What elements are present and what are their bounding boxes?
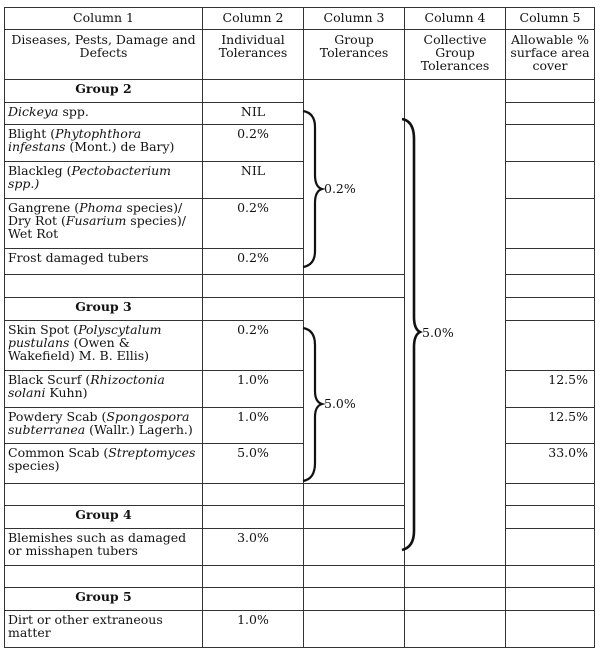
- empty-cell: [405, 162, 506, 199]
- disease-name: Frost damaged tubers: [5, 249, 203, 275]
- individual-tolerance: NIL: [203, 103, 304, 125]
- empty-cell: [405, 249, 506, 275]
- table-row: [5, 199, 595, 249]
- group-3-heading: Group 3: [5, 298, 203, 321]
- empty-cell: [304, 529, 405, 566]
- empty-cell: [506, 529, 595, 566]
- empty-cell: [304, 408, 405, 444]
- column-5-title: Column 5: [506, 8, 595, 30]
- empty-cell: [405, 371, 506, 408]
- empty-cell: [405, 125, 506, 162]
- individual-tolerance: 1.0%: [203, 371, 304, 408]
- empty-cell: [203, 506, 304, 529]
- empty-cell: [203, 566, 304, 588]
- disease-name: Dirt or other extraneous matter: [5, 611, 203, 648]
- empty-cell: [506, 611, 595, 648]
- individual-tolerance: 0.2%: [203, 199, 304, 249]
- empty-cell: [304, 484, 405, 506]
- empty-cell: [405, 275, 506, 298]
- column-number-row: [5, 8, 595, 30]
- empty-cell: [5, 484, 203, 506]
- empty-cell: [506, 588, 595, 611]
- table-row: [5, 103, 595, 125]
- disease-name: Common Scab (Streptomyces species): [5, 444, 203, 484]
- individual-tolerance: 1.0%: [203, 611, 304, 648]
- disease-name: Blemishes such as damaged or misshapen tubers: [5, 529, 203, 566]
- column-1-label: Diseases, Pests, Damage and Defects: [5, 30, 203, 80]
- empty-cell: [506, 162, 595, 199]
- empty-cell: [304, 275, 405, 298]
- empty-cell: [203, 275, 304, 298]
- empty-cell: [506, 249, 595, 275]
- table-row: [5, 408, 595, 444]
- table-row: [5, 249, 595, 275]
- empty-cell: [506, 484, 595, 506]
- empty-cell: [304, 506, 405, 529]
- empty-cell: [203, 484, 304, 506]
- tolerance-table: [4, 7, 595, 648]
- empty-cell: [405, 298, 506, 321]
- column-2-title: Column 2: [203, 8, 304, 30]
- empty-cell: [304, 371, 405, 408]
- column-1-title: Column 1: [5, 8, 203, 30]
- empty-cell: [405, 506, 506, 529]
- group-5-heading: Group 5: [5, 588, 203, 611]
- column-5-label: Allowable % surface area cover: [506, 30, 595, 80]
- empty-cell: [304, 588, 405, 611]
- table-row: [5, 444, 595, 484]
- empty-cell: [506, 80, 595, 103]
- empty-cell: [405, 444, 506, 484]
- table-row: [5, 321, 595, 371]
- individual-tolerance: 0.2%: [203, 321, 304, 371]
- tolerance-table-wrapper: [4, 7, 594, 648]
- empty-cell: [506, 103, 595, 125]
- empty-cell: [5, 275, 203, 298]
- surface-area-cover: 12.5%: [506, 408, 595, 444]
- surface-area-cover: 33.0%: [506, 444, 595, 484]
- table-row: [5, 162, 595, 199]
- table-row: [5, 611, 595, 648]
- empty-cell: [405, 321, 506, 371]
- empty-cell: [304, 611, 405, 648]
- empty-cell: [405, 611, 506, 648]
- collective-tolerance: 5.0%: [422, 325, 454, 340]
- spacer-row: [5, 484, 595, 506]
- empty-cell: [405, 408, 506, 444]
- empty-cell: [506, 321, 595, 371]
- empty-cell: [203, 588, 304, 611]
- disease-name: Black Scurf (Rhizoctonia solani Kuhn): [5, 371, 203, 408]
- empty-cell: [506, 566, 595, 588]
- empty-cell: [506, 506, 595, 529]
- individual-tolerance: 0.2%: [203, 249, 304, 275]
- empty-cell: [203, 298, 304, 321]
- group-2-heading: Group 2: [5, 80, 203, 103]
- disease-name: Blackleg (Pectobacterium spp.): [5, 162, 203, 199]
- group-3-heading-row: [5, 298, 595, 321]
- disease-name: Dickeya spp.: [5, 103, 203, 125]
- column-label-row: [5, 30, 595, 80]
- empty-cell: [304, 162, 405, 199]
- group-4-heading: Group 4: [5, 506, 203, 529]
- spacer-row: [5, 275, 595, 298]
- disease-name: Skin Spot (Polyscytalum pustulans (Owen & Wakefield) M. B. Ellis): [5, 321, 203, 371]
- individual-tolerance: 3.0%: [203, 529, 304, 566]
- group-3-tolerance: 5.0%: [324, 396, 356, 411]
- surface-area-cover: 12.5%: [506, 371, 595, 408]
- empty-cell: [5, 566, 203, 588]
- empty-cell: [405, 80, 506, 103]
- empty-cell: [304, 199, 405, 249]
- group-2-tolerance: 0.2%: [324, 181, 356, 196]
- column-3-title: Column 3: [304, 8, 405, 30]
- spacer-row: [5, 566, 595, 588]
- table-row: [5, 529, 595, 566]
- disease-name: Gangrene (Phoma species)/ Dry Rot (Fusarium species)/ Wet Rot: [5, 199, 203, 249]
- empty-cell: [304, 125, 405, 162]
- disease-name: Blight (Phytophthora infestans (Mont.) de Bary): [5, 125, 203, 162]
- column-3-label: Group Tolerances: [304, 30, 405, 80]
- empty-cell: [304, 444, 405, 484]
- table-row: [5, 371, 595, 408]
- empty-cell: [304, 321, 405, 371]
- empty-cell: [506, 199, 595, 249]
- empty-cell: [304, 103, 405, 125]
- table-row: [5, 125, 595, 162]
- empty-cell: [304, 249, 405, 275]
- individual-tolerance: 1.0%: [203, 408, 304, 444]
- individual-tolerance: 5.0%: [203, 444, 304, 484]
- column-4-title: Column 4: [405, 8, 506, 30]
- empty-cell: [405, 529, 506, 566]
- empty-cell: [405, 566, 506, 588]
- group-2-heading-row: [5, 80, 595, 103]
- empty-cell: [405, 103, 506, 125]
- empty-cell: [506, 298, 595, 321]
- column-2-label: Individual Tolerances: [203, 30, 304, 80]
- empty-cell: [405, 588, 506, 611]
- empty-cell: [203, 80, 304, 103]
- empty-cell: [405, 199, 506, 249]
- disease-name: Powdery Scab (Spongospora subterranea (Wallr.) Lagerh.): [5, 408, 203, 444]
- empty-cell: [405, 484, 506, 506]
- group-4-heading-row: [5, 506, 595, 529]
- empty-cell: [506, 275, 595, 298]
- individual-tolerance: NIL: [203, 162, 304, 199]
- empty-cell: [304, 80, 405, 103]
- group-5-heading-row: [5, 588, 595, 611]
- column-4-label: Collective Group Tolerances: [405, 30, 506, 80]
- empty-cell: [506, 125, 595, 162]
- empty-cell: [304, 298, 405, 321]
- individual-tolerance: 0.2%: [203, 125, 304, 162]
- empty-cell: [304, 566, 405, 588]
